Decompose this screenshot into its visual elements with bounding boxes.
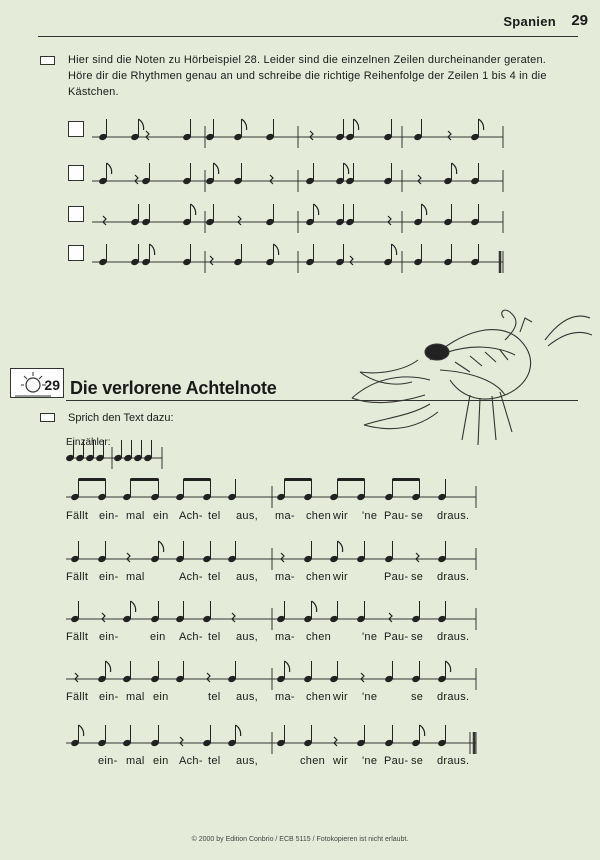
count-in-label: Einzähler: [66, 437, 111, 448]
lyric-syllable: tel [208, 691, 221, 703]
exercise-number: 29 [44, 377, 60, 393]
lyric-syllable: Fällt [66, 691, 89, 703]
lyric-syllable: tel [208, 755, 221, 767]
lyric-syllable: draus. [437, 631, 470, 643]
lyric-syllable: se [411, 755, 424, 767]
lyric-syllable: draus. [437, 691, 470, 703]
lyric-syllable: ein- [99, 571, 119, 583]
lyric-syllable: Pau- [384, 631, 409, 643]
lyric-syllable: 'ne [362, 755, 378, 767]
lyric-syllable: mal [126, 571, 145, 583]
lyric-syllable: Fällt [66, 510, 89, 522]
lyric-syllable: Ach- [179, 755, 203, 767]
lyric-syllable: Ach- [179, 631, 203, 643]
lyric-syllable: Fällt [66, 571, 89, 583]
page-number: 29 [571, 12, 588, 29]
lyric-syllable: 'ne [362, 691, 378, 703]
copyright-footer: © 2000 by Edition Conbrio / ECB 5115 / Fotokopieren ist nicht erlaubt. [191, 836, 409, 843]
lyric-syllable: ma- [275, 510, 295, 522]
lyric-syllable: ein- [98, 755, 118, 767]
lyric-syllable: Pau- [384, 755, 409, 767]
lyric-syllable: ein- [99, 691, 119, 703]
lyric-syllable: se [411, 510, 424, 522]
lyric-syllable: Ach- [179, 571, 203, 583]
lyric-syllable: 'ne [362, 631, 378, 643]
lyric-syllable: chen [306, 691, 332, 703]
lyric-syllable: mal [126, 691, 145, 703]
lyric-syllable: tel [208, 631, 221, 643]
lyric-syllable: aus, [236, 691, 258, 703]
lyric-syllable: ein- [99, 510, 119, 522]
lyric-syllable: Pau- [384, 510, 409, 522]
lyric-syllable: se [411, 691, 424, 703]
exercise-29-title: Die verlorene Achtelnote [70, 378, 277, 398]
lyric-syllable: chen [306, 510, 332, 522]
lyric-syllable: draus. [437, 571, 470, 583]
lyric-syllable: Pau- [384, 571, 409, 583]
lyric-syllable: se [411, 631, 424, 643]
lyric-syllable: wir [333, 691, 348, 703]
lyric-syllable: Fällt [66, 631, 89, 643]
lyric-syllable: chen [306, 571, 332, 583]
lyric-syllable: wir [333, 571, 348, 583]
lyric-syllable: se [411, 571, 424, 583]
exercise-29-instruction: Sprich den Text dazu: [68, 412, 174, 424]
lyric-syllable: aus, [236, 631, 258, 643]
lyric-syllable: ein [150, 631, 166, 643]
lyric-syllable: wir [333, 755, 348, 767]
lyric-syllable: aus, [236, 510, 258, 522]
lyric-syllable: ma- [275, 571, 295, 583]
lyric-syllable: aus, [236, 755, 258, 767]
lyric-syllable: tel [208, 571, 221, 583]
lyric-syllable: draus. [437, 755, 470, 767]
lyric-syllable: aus, [236, 571, 258, 583]
lyric-syllable: ein [153, 510, 169, 522]
lyric-syllable: wir [333, 510, 348, 522]
exercise-28-instruction: Hier sind die Noten zu Hörbeispiel 28. Leider sind die einzelnen Zeilen durcheinander geraten. Höre dir die Rhythmen genau an und schreibe die richtige Reihenfolge der Zeilen 1 bis 4 in die Kästchen. [68, 54, 547, 98]
lyric-syllable: tel [208, 510, 221, 522]
lyric-syllable: ein [153, 755, 169, 767]
lyric-syllable: chen [306, 631, 332, 643]
section-title: Spanien [503, 14, 556, 29]
lyric-syllable: ma- [275, 631, 295, 643]
lyric-syllable: ma- [275, 691, 295, 703]
lyric-syllable: 'ne [362, 510, 378, 522]
lyric-syllable: draus. [437, 510, 470, 522]
lyric-syllable: ein [153, 691, 169, 703]
lyric-syllable: chen [300, 755, 326, 767]
lyric-syllable: mal [126, 510, 145, 522]
lyric-syllable: ein- [99, 631, 119, 643]
lyric-syllable: Ach- [179, 510, 203, 522]
lyric-syllable: mal [126, 755, 145, 767]
